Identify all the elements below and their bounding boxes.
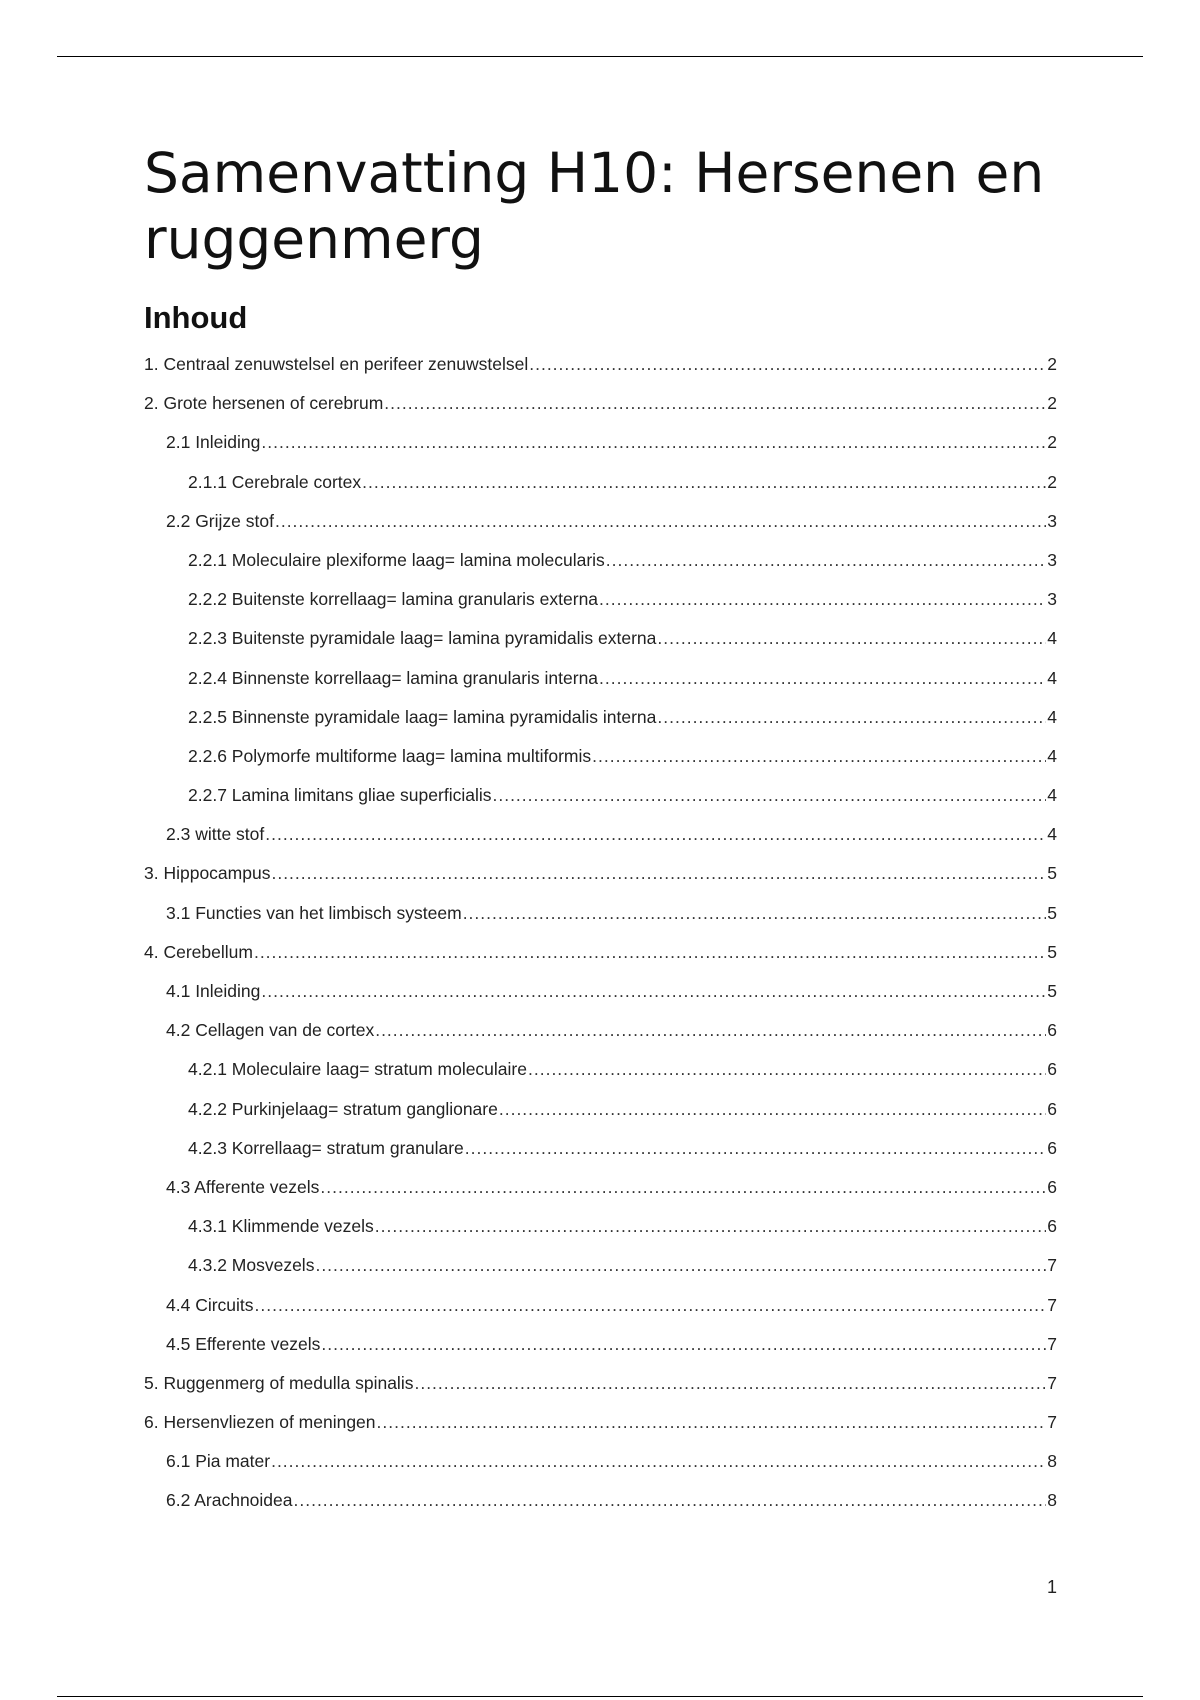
toc-entry-page: 4 bbox=[1047, 745, 1057, 766]
toc-entry-page: 5 bbox=[1047, 941, 1057, 962]
toc-entry[interactable] bbox=[144, 659, 1057, 698]
toc-dot-leader bbox=[529, 345, 1046, 384]
toc-entry[interactable] bbox=[144, 502, 1057, 541]
toc-entry[interactable] bbox=[144, 933, 1057, 972]
toc-dot-leader bbox=[321, 1325, 1046, 1364]
toc-entry[interactable] bbox=[144, 1090, 1057, 1129]
toc-entry-label: 4.2.2 Purkinjelaag= stratum ganglionare bbox=[188, 1098, 498, 1119]
toc-dot-leader bbox=[592, 737, 1046, 776]
toc-entry-page: 4 bbox=[1047, 785, 1057, 806]
toc-entry-label: 2.2 Grijze stof bbox=[166, 510, 274, 531]
toc-entry-page: 5 bbox=[1047, 981, 1057, 1001]
toc-entry-label: 6. Hersenvliezen of meningen bbox=[144, 1412, 376, 1433]
toc-dot-leader bbox=[315, 1246, 1046, 1285]
toc-entry-page: 6 bbox=[1047, 1059, 1057, 1080]
toc-entry[interactable] bbox=[144, 854, 1057, 893]
toc-dot-leader bbox=[271, 854, 1046, 893]
toc-dot-leader bbox=[384, 384, 1046, 423]
table-of-contents bbox=[144, 345, 1057, 1521]
toc-dot-leader bbox=[606, 541, 1046, 580]
toc-entry-page: 4 bbox=[1047, 706, 1057, 727]
header-rule bbox=[57, 56, 1143, 57]
toc-entry-page: 2 bbox=[1047, 393, 1057, 414]
toc-entry-label: 4.1 Inleiding bbox=[166, 981, 261, 1001]
toc-entry-label: 4.2.3 Korrellaag= stratum granulare bbox=[188, 1137, 464, 1158]
toc-entry[interactable] bbox=[144, 423, 1057, 462]
toc-entry[interactable] bbox=[144, 1207, 1057, 1246]
toc-entry[interactable] bbox=[144, 463, 1057, 502]
toc-entry[interactable] bbox=[144, 737, 1057, 776]
toc-entry-label: 4.5 Efferente vezels bbox=[166, 1333, 321, 1354]
toc-entry-page: 3 bbox=[1047, 589, 1057, 610]
toc-entry-label: 2.3 witte stof bbox=[166, 824, 265, 845]
toc-entry-label: 1. Centraal zenuwstelsel en perifeer zenuwstelsel bbox=[144, 354, 529, 374]
toc-heading: Inhoud bbox=[144, 300, 248, 335]
toc-dot-leader bbox=[599, 659, 1046, 698]
toc-entry[interactable] bbox=[144, 815, 1057, 854]
toc-entry-label: 4.2.1 Moleculaire laag= stratum moleculaire bbox=[188, 1059, 527, 1080]
toc-entry-page: 7 bbox=[1047, 1372, 1057, 1393]
toc-entry[interactable] bbox=[144, 1481, 1057, 1520]
page-number: 1 bbox=[1046, 1577, 1057, 1597]
toc-entry-label: 2. Grote hersenen of cerebrum bbox=[144, 393, 384, 414]
toc-entry[interactable] bbox=[144, 1246, 1057, 1285]
toc-entry-label: 4. Cerebellum bbox=[144, 941, 253, 962]
toc-entry[interactable] bbox=[144, 541, 1057, 580]
toc-dot-leader bbox=[362, 463, 1046, 502]
toc-entry[interactable] bbox=[144, 1403, 1057, 1442]
toc-dot-leader bbox=[599, 580, 1046, 619]
toc-entry-page: 4 bbox=[1047, 628, 1057, 649]
toc-entry-label: 2.2.2 Buitenste korrellaag= lamina granularis externa bbox=[188, 589, 599, 610]
toc-dot-leader bbox=[414, 1364, 1046, 1403]
toc-entry[interactable] bbox=[144, 698, 1057, 737]
toc-dot-leader bbox=[255, 1286, 1047, 1325]
toc-entry[interactable] bbox=[144, 1442, 1057, 1481]
toc-entry-page: 4 bbox=[1047, 667, 1057, 688]
toc-dot-leader bbox=[492, 776, 1046, 815]
toc-entry[interactable] bbox=[144, 384, 1057, 423]
toc-entry-page: 2 bbox=[1047, 432, 1057, 453]
toc-dot-leader bbox=[465, 1129, 1046, 1168]
toc-entry-page: 6 bbox=[1047, 1216, 1057, 1237]
toc-entry-page: 7 bbox=[1047, 1333, 1057, 1354]
toc-entry-page: 2 bbox=[1047, 354, 1057, 374]
toc-entry-page: 2 bbox=[1047, 471, 1057, 492]
toc-dot-leader bbox=[657, 698, 1046, 737]
toc-entry-label: 4.3.1 Klimmende vezels bbox=[188, 1216, 374, 1237]
toc-entry-page: 3 bbox=[1047, 549, 1057, 570]
toc-entry-label: 2.2.7 Lamina limitans gliae superficialis bbox=[188, 785, 492, 806]
toc-dot-leader bbox=[271, 1442, 1046, 1481]
toc-dot-leader bbox=[377, 1403, 1047, 1442]
toc-dot-leader bbox=[463, 894, 1047, 933]
toc-entry-page: 7 bbox=[1047, 1412, 1057, 1433]
toc-entry-page: 8 bbox=[1047, 1490, 1057, 1511]
toc-entry-page: 3 bbox=[1047, 510, 1057, 531]
toc-entry[interactable] bbox=[144, 1325, 1057, 1364]
toc-dot-leader bbox=[499, 1090, 1046, 1129]
toc-entry[interactable] bbox=[144, 345, 1057, 384]
toc-entry-label: 4.3.2 Mosvezels bbox=[188, 1255, 315, 1276]
toc-entry-page: 6 bbox=[1047, 1098, 1057, 1119]
document-title: Samenvatting H10: Hersenen en ruggenmerg bbox=[144, 141, 1045, 271]
toc-dot-leader bbox=[528, 1050, 1046, 1089]
toc-entry-label: 5. Ruggenmerg of medulla spinalis bbox=[144, 1372, 414, 1393]
toc-entry-page: 7 bbox=[1047, 1294, 1057, 1315]
footer-rule bbox=[57, 1696, 1143, 1697]
toc-entry-page: 7 bbox=[1047, 1255, 1057, 1276]
toc-entry-label: 2.2.4 Binnenste korrellaag= lamina granularis interna bbox=[188, 667, 599, 688]
toc-entry-label: 6.2 Arachnoidea bbox=[166, 1490, 293, 1511]
toc-entry-page: 6 bbox=[1047, 1020, 1057, 1041]
toc-entry[interactable] bbox=[144, 619, 1057, 658]
toc-entry-page: 6 bbox=[1047, 1176, 1057, 1197]
toc-entry[interactable] bbox=[144, 1364, 1057, 1403]
toc-dot-leader bbox=[265, 815, 1046, 854]
toc-entry-label: 4.2 Cellagen van de cortex bbox=[166, 1020, 375, 1041]
toc-entry-label: 2.1 Inleiding bbox=[166, 432, 261, 453]
toc-dot-leader bbox=[261, 423, 1046, 462]
toc-entry-page: 6 bbox=[1047, 1137, 1057, 1158]
toc-entry[interactable] bbox=[144, 894, 1057, 933]
toc-entry[interactable] bbox=[144, 1011, 1057, 1050]
toc-entry[interactable] bbox=[144, 972, 1057, 1011]
toc-entry[interactable] bbox=[144, 1129, 1057, 1168]
toc-dot-leader bbox=[375, 1207, 1046, 1246]
toc-dot-leader bbox=[254, 933, 1046, 972]
toc-entry-label: 2.2.1 Moleculaire plexiforme laag= lamina molecularis bbox=[188, 549, 605, 570]
toc-dot-leader bbox=[375, 1011, 1046, 1050]
toc-dot-leader bbox=[275, 502, 1046, 541]
toc-dot-leader bbox=[657, 619, 1046, 658]
toc-entry-page: 5 bbox=[1047, 902, 1057, 923]
toc-entry-label: 3.1 Functies van het limbisch systeem bbox=[166, 902, 462, 923]
toc-entry-label: 6.1 Pia mater bbox=[166, 1451, 271, 1472]
toc-entry-label: 2.2.3 Buitenste pyramidale laag= lamina pyramidalis externa bbox=[188, 628, 657, 649]
toc-entry-page: 4 bbox=[1047, 824, 1057, 845]
toc-entry-label: 3. Hippocampus bbox=[144, 863, 271, 884]
toc-dot-leader bbox=[261, 972, 1046, 1011]
toc-entry[interactable] bbox=[144, 776, 1057, 815]
toc-entry-label: 2.1.1 Cerebrale cortex bbox=[188, 471, 362, 492]
toc-entry-page: 8 bbox=[1047, 1451, 1057, 1472]
toc-entry-page: 5 bbox=[1047, 863, 1057, 884]
toc-entry-label: 2.2.6 Polymorfe multiforme laag= lamina multiformis bbox=[188, 745, 592, 766]
toc-dot-leader bbox=[320, 1168, 1046, 1207]
toc-entry[interactable] bbox=[144, 1168, 1057, 1207]
toc-entry-label: 2.2.5 Binnenste pyramidale laag= lamina pyramidalis interna bbox=[188, 706, 657, 727]
toc-entry-label: 4.4 Circuits bbox=[166, 1294, 254, 1315]
toc-entry[interactable] bbox=[144, 1286, 1057, 1325]
toc-entry[interactable] bbox=[144, 1050, 1057, 1089]
toc-dot-leader bbox=[294, 1481, 1047, 1520]
toc-entry[interactable] bbox=[144, 580, 1057, 619]
toc-entry-label: 4.3 Afferente vezels bbox=[166, 1176, 320, 1197]
